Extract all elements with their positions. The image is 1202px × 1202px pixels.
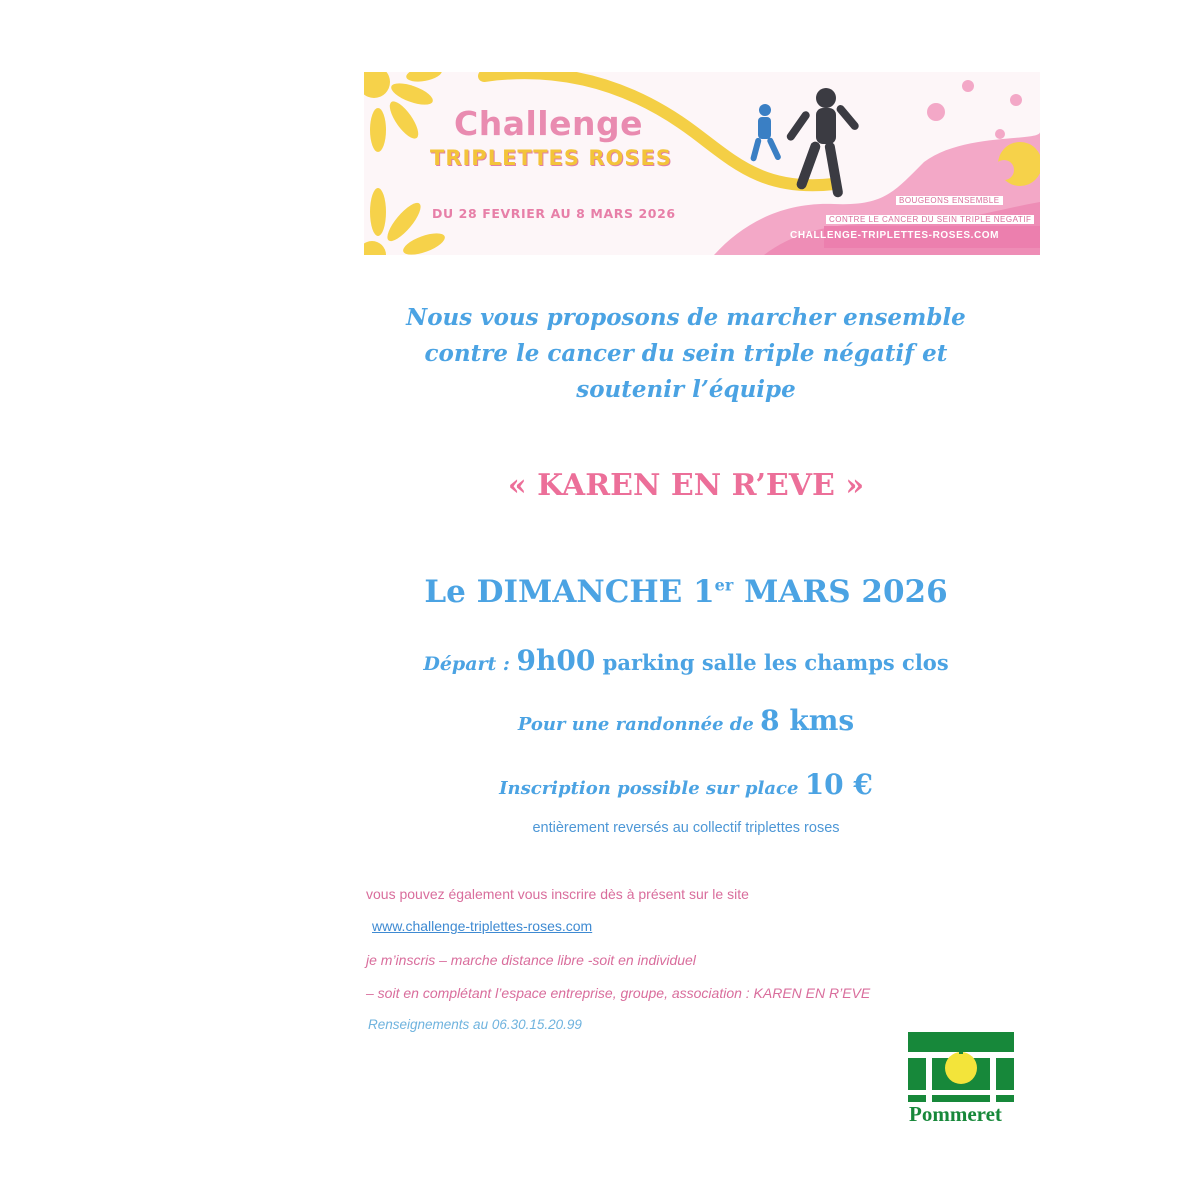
info-line-2: je m’inscris – marche distance libre -soit en individuel — [366, 952, 696, 968]
date-suffix: MARS 2026 — [733, 574, 948, 610]
banner-subtitle: TRIPLETTES ROSES — [430, 146, 672, 170]
depart-place: parking salle les champs clos — [595, 650, 949, 675]
intro-text — [364, 300, 1008, 408]
inscr-label: Inscription possible sur place — [499, 778, 805, 799]
banner-slogan-1: BOUGEONS ENSEMBLE — [896, 196, 1003, 205]
info-line-1: vous pouvez également vous inscrire dès à présent sur le site — [366, 886, 749, 902]
event-banner — [364, 72, 1040, 255]
banner-slogan-2: CONTRE LE CANCER DU SEIN TRIPLE NEGATIF — [826, 215, 1034, 224]
date-prefix: Le DIMANCHE 1 — [424, 574, 715, 610]
date-ordinal: er — [714, 575, 734, 595]
banner-website: CHALLENGE-TRIPLETTES-ROSES.COM — [790, 230, 1000, 241]
intro-line: soutenir l’équipe — [576, 376, 796, 403]
team-name: « KAREN EN R’EVE » — [507, 468, 865, 503]
inscr-price: 10 € — [804, 768, 873, 801]
info-line-3: – soit en complétant l’espace entreprise, groupe, association : KAREN EN R’EVE — [366, 985, 871, 1001]
runner-icon — [750, 104, 782, 162]
registration-price — [364, 768, 1008, 801]
walk-distance — [364, 704, 1008, 737]
intro-line: Nous vous proposons de marcher ensemble — [406, 304, 966, 331]
departure-info — [364, 644, 1008, 677]
depart-time: 9h00 — [516, 644, 596, 677]
rando-distance: 8 kms — [760, 704, 855, 737]
event-date — [364, 574, 1008, 610]
depart-label: Départ : — [423, 653, 517, 675]
website-link[interactable]: www.challenge-triplettes-roses.com — [372, 918, 593, 934]
flower-icon — [364, 188, 447, 255]
donation-note: entièrement reversés au collectif triplettes roses — [532, 820, 840, 836]
banner-dates: DU 28 FEVRIER AU 8 MARS 2026 — [432, 206, 676, 221]
banner-title: Challenge — [454, 104, 643, 143]
contact-info: Renseignements au 06.30.15.20.99 — [368, 1017, 582, 1032]
intro-line: contre le cancer du sein triple négatif et — [424, 340, 948, 367]
logo-name: Pommeret — [909, 1102, 1002, 1126]
flower-icon — [364, 72, 443, 152]
rando-label: Pour une randonnée de — [517, 714, 761, 735]
